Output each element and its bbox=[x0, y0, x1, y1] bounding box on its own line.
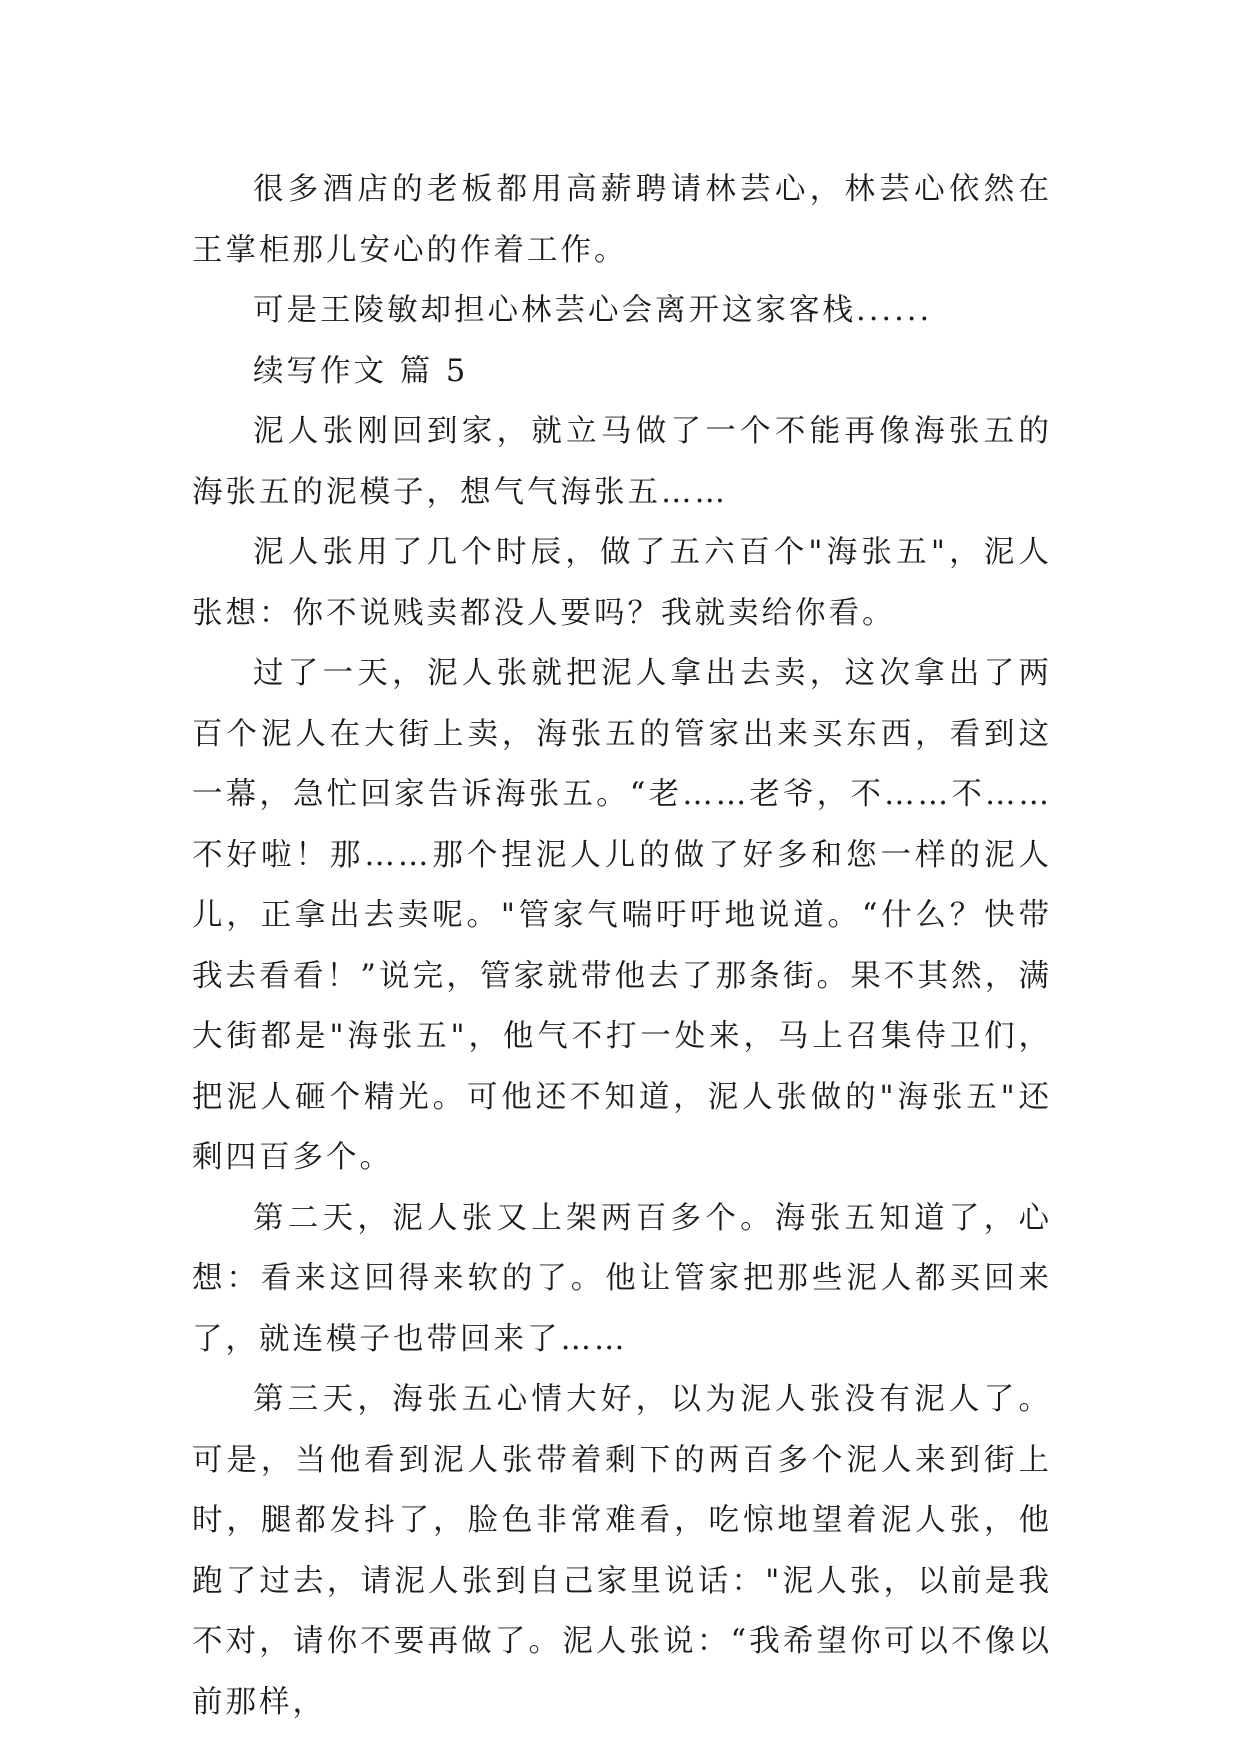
paragraph-6: 第二天，泥人张又上架两百多个。海张五知道了，心想：看来这回得来软的了。他让管家把那些泥人都买回来了，就连模子也带回来了…… bbox=[192, 1200, 1052, 1357]
section-heading: 续写作文 篇 5 bbox=[253, 353, 469, 389]
document-body bbox=[192, 160, 1052, 1733]
paragraph-3: 泥人张刚回到家，就立马做了一个不能再像海张五的海张五的泥模子，想气气海张五…… bbox=[192, 414, 1052, 510]
paragraph-4: 泥人张用了几个时辰，做了五六百个"海张五"，泥人张想：你不说贱卖都没人要吗？我就卖给你看。 bbox=[192, 535, 1052, 631]
paragraph-5: 过了一天，泥人张就把泥人拿出去卖，这次拿出了两百个泥人在大街上卖，海张五的管家出来买东西，看到这一幕，急忙回家告诉海张五。“老……老爷，不……不……不好啦！那……那个捏泥人儿的做了好多和您一样的泥人儿，正拿出去卖呢。"管家气喘吁吁地说道。“什么？快带我去看看！”说完，管家就带他去了那条街。果不其然，满大街都是"海张五"，他气不打一处来，马上召集侍卫们，把泥人砸个精光。可他还不知道，泥人张做的"海张五"还剩四百多个。 bbox=[192, 656, 1052, 1175]
paragraph-2: 可是王陵敏却担心林芸心会离开这家客栈...... bbox=[253, 293, 933, 328]
paragraph-1: 很多酒店的老板都用高薪聘请林芸心，林芸心依然在王掌柜那儿安心的作着工作。 bbox=[192, 172, 1052, 268]
paragraph-7: 第三天，海张五心情大好，以为泥人张没有泥人了。可是，当他看到泥人张带着剩下的两百多个泥人来到街上时，腿都发抖了，脸色非常难看，吃惊地望着泥人张，他跑了过去，请泥人张到自己家里说话："泥人张，以前是我不对，请你不要再做了。泥人张说：“我希望你可以不像以前那样， bbox=[192, 1382, 1052, 1720]
